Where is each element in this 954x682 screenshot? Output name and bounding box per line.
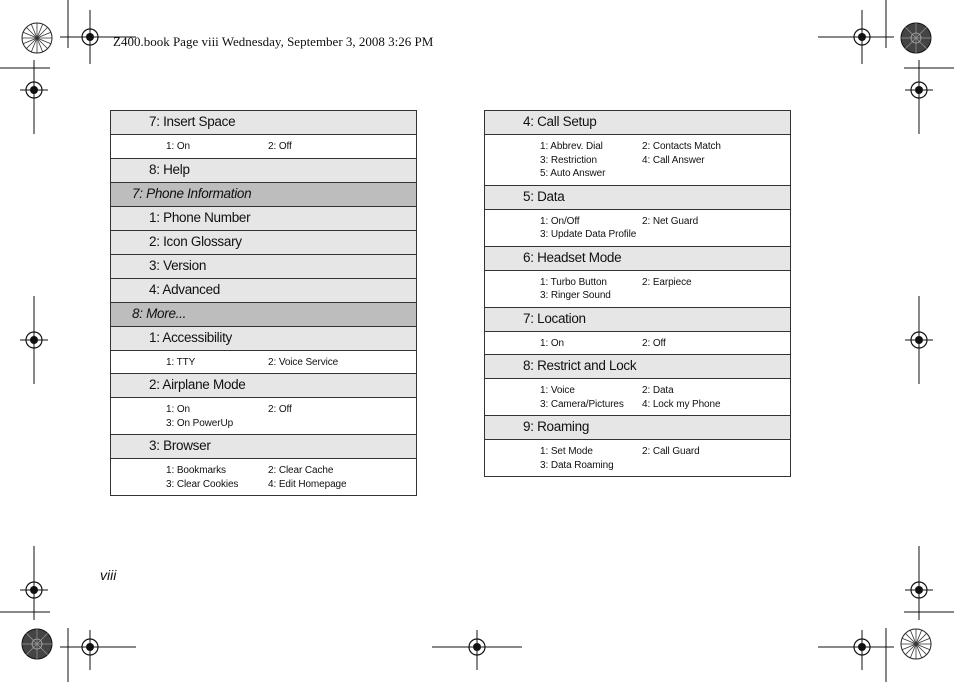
submenu-label: 4: Call Setup xyxy=(523,114,597,129)
options-grid xyxy=(111,398,416,434)
menu-option: 2: Off xyxy=(642,337,666,349)
menu-category-row xyxy=(111,303,416,327)
options-grid xyxy=(111,459,416,495)
menu-option: 4: Lock my Phone xyxy=(642,398,721,410)
options-grid xyxy=(111,351,416,374)
menu-option: 1: On xyxy=(166,141,190,152)
options-grid xyxy=(485,135,790,185)
menu-option: 3: Camera/Pictures xyxy=(540,398,624,410)
submenu-row xyxy=(111,435,416,459)
submenu-row xyxy=(111,279,416,303)
options-row xyxy=(111,351,416,375)
submenu-label: 2: Airplane Mode xyxy=(149,377,246,392)
print-header: Z400.book Page viii Wednesday, September 3, 2008 3:26 PM xyxy=(113,34,434,49)
menu-option: 3: Clear Cookies xyxy=(166,478,239,490)
submenu-label: 1: Accessibility xyxy=(149,329,232,345)
menu-option: 3: Data Roaming xyxy=(540,459,614,471)
menu-option: 2: Net Guard xyxy=(642,215,699,227)
menu-option: 4: Call Answer xyxy=(642,154,705,166)
submenu-row xyxy=(111,111,416,135)
menu-option: 1: Set Mode xyxy=(540,446,593,457)
options-row xyxy=(111,135,416,159)
menu-option: 2: Earpiece xyxy=(642,276,692,288)
menu-option: 2: Clear Cache xyxy=(268,465,334,476)
options-row xyxy=(485,271,790,308)
options-row xyxy=(111,459,416,496)
menu-option: 1: Abbrev. Dial xyxy=(540,141,603,152)
menu-option: 1: Voice xyxy=(540,385,575,396)
submenu-row xyxy=(485,355,790,379)
submenu-label: 3: Version xyxy=(149,257,207,273)
options-row xyxy=(485,210,790,247)
menu-option: 3: Update Data Profile xyxy=(540,229,637,240)
menu-option: 2: Data xyxy=(642,385,674,396)
menu-option: 3: Ringer Sound xyxy=(540,290,611,301)
menu-option: 3: On PowerUp xyxy=(166,417,234,429)
options-grid xyxy=(485,440,790,476)
submenu-label: 2: Icon Glossary xyxy=(149,233,242,249)
options-grid xyxy=(485,379,790,415)
submenu-row xyxy=(485,416,790,440)
menu-option: 1: TTY xyxy=(166,356,196,368)
submenu-label: 6: Headset Mode xyxy=(523,249,622,265)
options-row xyxy=(485,379,790,416)
submenu-row xyxy=(485,111,790,135)
submenu-label: 7: Location xyxy=(523,310,586,326)
submenu-row xyxy=(485,247,790,271)
submenu-label: 8: Restrict and Lock xyxy=(523,358,637,373)
submenu-row xyxy=(111,159,416,183)
submenu-row xyxy=(111,327,416,351)
menu-option: 2: Off xyxy=(268,141,292,152)
options-grid xyxy=(485,332,790,355)
menu-option: 2: Off xyxy=(268,404,292,415)
menu-category-label: 8: More... xyxy=(132,305,187,321)
options-grid xyxy=(485,210,790,246)
page-number: viii xyxy=(100,567,117,583)
menu-table-right xyxy=(484,110,791,477)
menu-option: 2: Voice Service xyxy=(268,356,339,368)
submenu-label: 8: Help xyxy=(149,161,190,177)
menu-option: 1: Bookmarks xyxy=(166,465,226,476)
menu-option: 1: On xyxy=(540,337,564,349)
submenu-label: 1: Phone Number xyxy=(149,209,251,225)
menu-option: 4: Edit Homepage xyxy=(268,478,347,490)
options-row xyxy=(111,398,416,435)
submenu-label: 5: Data xyxy=(523,188,565,204)
submenu-label: 7: Insert Space xyxy=(149,114,236,129)
menu-option: 1: Turbo Button xyxy=(540,276,607,288)
submenu-row xyxy=(111,255,416,279)
submenu-row xyxy=(111,374,416,398)
menu-option: 2: Contacts Match xyxy=(642,141,721,152)
menu-option: 3: Restriction xyxy=(540,154,597,166)
submenu-label: 9: Roaming xyxy=(523,419,590,434)
submenu-row xyxy=(111,231,416,255)
options-row xyxy=(485,135,790,186)
menu-option: 5: Auto Answer xyxy=(540,168,606,179)
menu-category-label: 7: Phone Information xyxy=(132,185,252,201)
submenu-label: 4: Advanced xyxy=(149,281,221,297)
submenu-row xyxy=(485,308,790,332)
submenu-label: 3: Browser xyxy=(149,438,211,453)
menu-table-left xyxy=(110,110,417,496)
menu-option: 2: Call Guard xyxy=(642,446,700,457)
menu-category-row xyxy=(111,183,416,207)
submenu-row xyxy=(111,207,416,231)
menu-option: 1: On xyxy=(166,404,190,415)
options-row xyxy=(485,440,790,477)
options-grid xyxy=(111,135,416,158)
options-row xyxy=(485,332,790,356)
options-grid xyxy=(485,271,790,307)
menu-option: 1: On/Off xyxy=(540,215,580,227)
submenu-row xyxy=(485,186,790,210)
